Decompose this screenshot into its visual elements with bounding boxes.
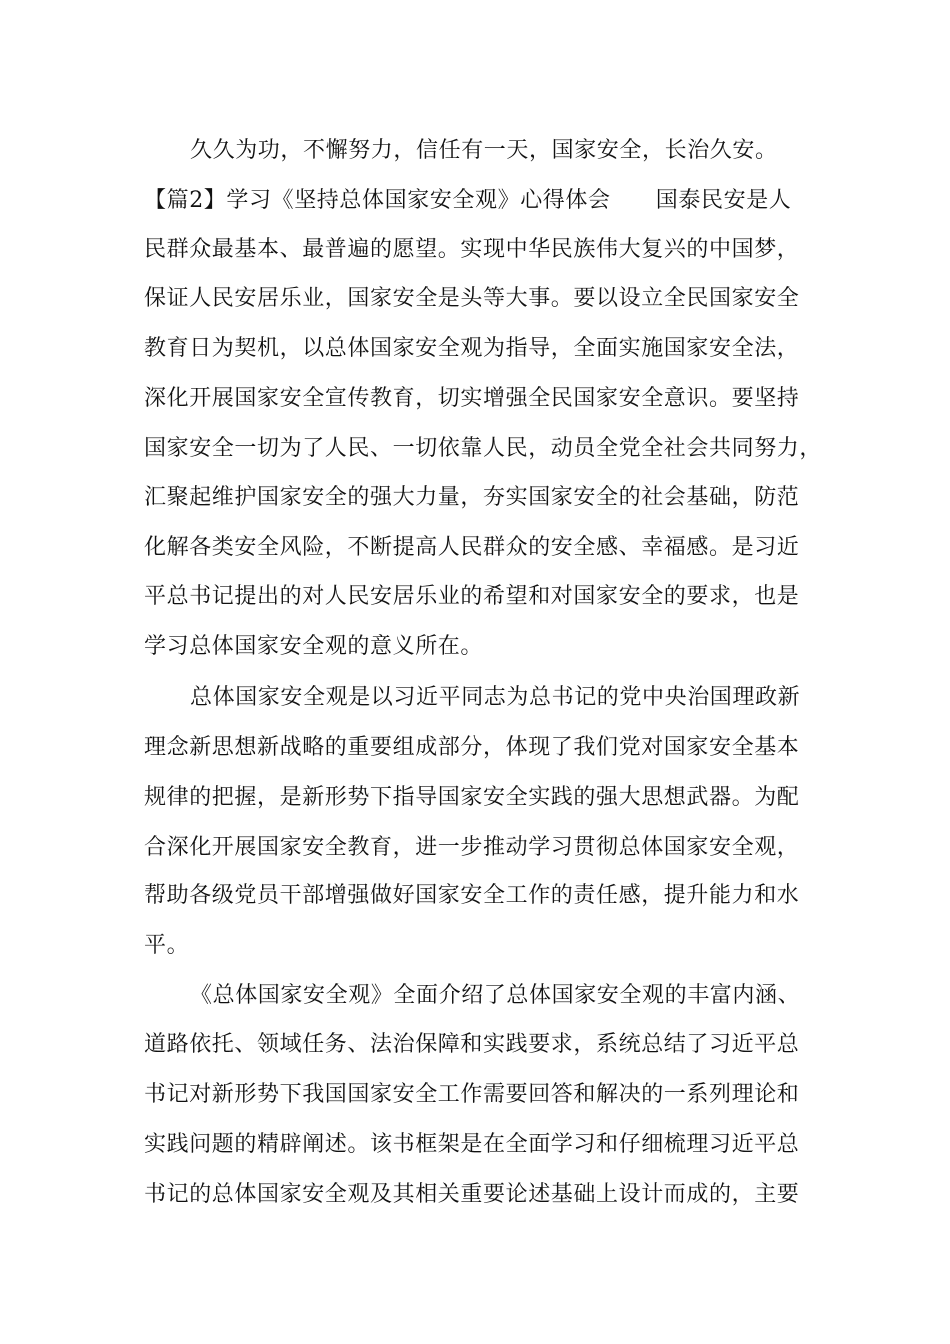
text-line: 教育日为契机，以总体国家安全观为指导，全面实施国家安全法， — [144, 336, 800, 361]
text-line: 总体国家安全观是以习近平同志为总书记的党中央治国理政新 — [190, 685, 801, 710]
text-line: 保证人民安居乐业，国家安全是头等大事。要以设立全民国家安全 — [144, 286, 800, 311]
text-line: 久久为功，不懈努力，信任有一天，国家安全，长治久安。 — [190, 138, 778, 163]
text-line: 合深化开展国家安全教育，进一步推动学习贯彻总体国家安全观， — [144, 835, 800, 860]
text-line: 书记对新形势下我国国家安全工作需要回答和解决的一系列理论和 — [144, 1082, 800, 1107]
text-line: 平总书记提出的对人民安居乐业的希望和对国家安全的要求，也是 — [144, 584, 800, 609]
text-line: 【篇2】学习《坚持总体国家安全观》心得体会 国泰民安是人 — [144, 188, 792, 213]
text-line: 学习总体国家安全观的意义所在。 — [144, 634, 484, 659]
text-line: 平。 — [144, 933, 190, 958]
text-line: 理念新思想新战略的重要组成部分，体现了我们党对国家安全基本 — [144, 735, 800, 760]
text-line: 国家安全一切为了人民、一切依靠人民，动员全党全社会共同努力， — [144, 436, 823, 461]
text-line: 实践问题的精辟阐述。该书框架是在全面学习和仔细梳理习近平总 — [144, 1132, 800, 1157]
text-line: 书记的总体国家安全观及其相关重要论述基础上设计而成的，主要 — [144, 1182, 800, 1207]
text-line: 化解各类安全风险，不断提高人民群众的安全感、幸福感。是习近 — [144, 535, 800, 560]
text-line: 《总体国家安全观》全面介绍了总体国家安全观的丰富内涵、 — [190, 983, 801, 1008]
text-line: 道路依托、领域任务、法治保障和实践要求，系统总结了习近平总 — [144, 1032, 800, 1057]
text-line: 汇聚起维护国家安全的强大力量，夯实国家安全的社会基础，防范 — [144, 485, 800, 510]
text-line: 规律的把握，是新形势下指导国家安全实践的强大思想武器。为配 — [144, 785, 800, 810]
text-line: 深化开展国家安全宣传教育，切实增强全民国家安全意识。要坚持 — [144, 386, 800, 411]
text-line: 帮助各级党员干部增强做好国家安全工作的责任感，提升能力和水 — [144, 883, 800, 908]
text-line: 民群众最基本、最普遍的愿望。实现中华民族伟大复兴的中国梦， — [144, 237, 800, 262]
